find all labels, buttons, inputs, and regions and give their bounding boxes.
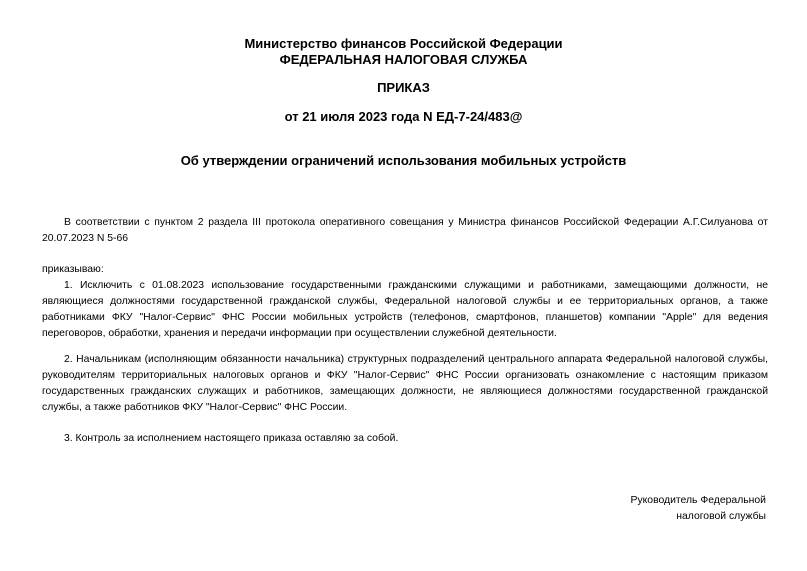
document-date-number: от 21 июля 2023 года N ЕД-7-24/483@ [284,109,523,124]
order-item-1: 1. Исключить с 01.08.2023 использование государственными гражданскими служащими и работниками, замещающими должности, не являющиеся должностями государственной гражданской службы, Федеральной налоговой службы и ее территориальных органов, а также работниками ФКУ "Налог-Сервис" ФНС России мобильных устройств (телефонов, смартфонов, планшетов) компании "Apple" для ведения переговоров, обработки, хранения и передачи информации при осуществлении служебной деятельности. [42,280,768,339]
ministry-title: Министерство финансов Российской Федерации [244,36,563,51]
preamble-paragraph: В соответствии с пунктом 2 раздела III протокола оперативного совещания у Министра финансов Российской Федерации А.Г.Силуанова от 20.07.2023 N 5-66 [42,217,768,244]
signature-position-line-2: налоговой службы [676,511,766,522]
document-subject: Об утверждении ограничений использования мобильных устройств [180,153,627,168]
document-type: ПРИКАЗ [377,80,430,95]
order-item-2: 2. Начальникам (исполняющим обязанности начальника) структурных подразделений центрального аппарата Федеральной налоговой службы, руководителям территориальных налоговых органов и ФКУ "Налог-Сервис" ФНС России организовать ознакомление с настоящим приказом государственных гражданских служащих и работников, замещающих должности, не являющиеся должностями государственной гражданской службы, а также работников ФКУ "Налог-Сервис" ФНС России. [42,354,768,413]
signature-position-line-1: Руководитель Федеральной [630,495,766,506]
service-title: ФЕДЕРАЛЬНАЯ НАЛОГОВАЯ СЛУЖБА [279,52,528,67]
order-item-3: 3. Контроль за исполнением настоящего приказа оставляю за собой. [64,433,399,444]
order-word: приказываю: [42,264,104,275]
